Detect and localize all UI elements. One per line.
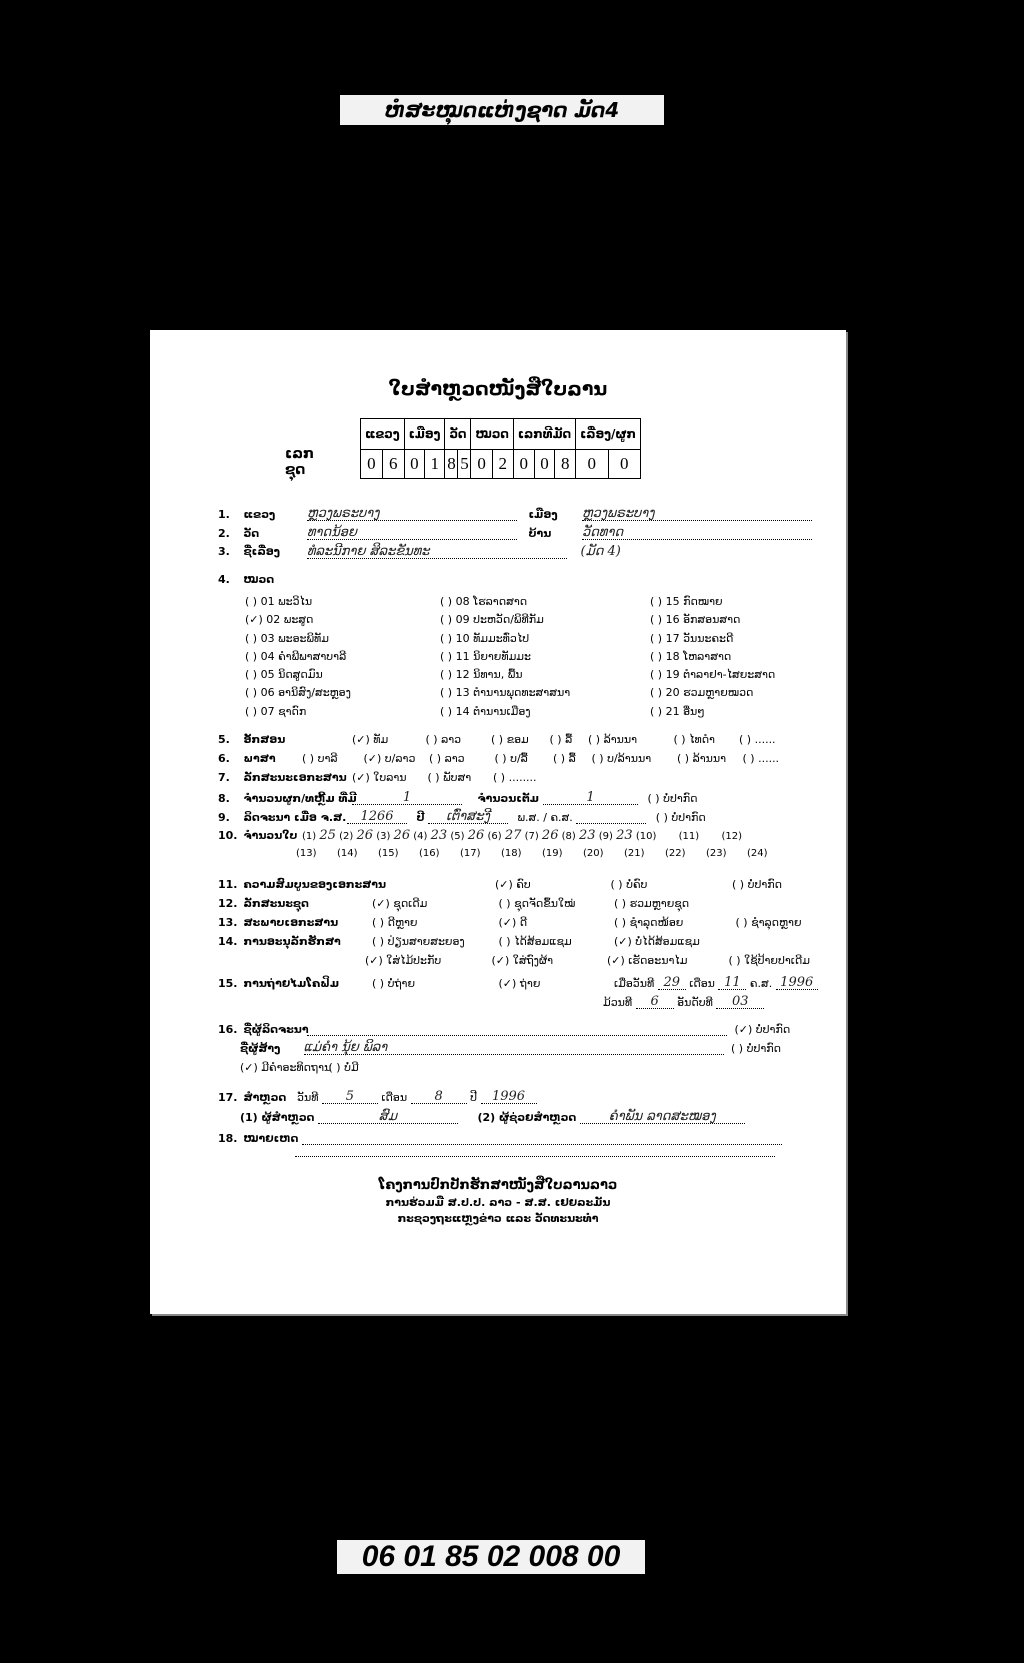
field-label: ບ້ານ xyxy=(528,527,552,540)
leaf-index: (6) xyxy=(487,831,502,842)
leaf-count: 26 xyxy=(393,828,411,843)
completeness-option[interactable]: (✓) ຄົບ xyxy=(495,878,531,891)
field-number: 7. xyxy=(218,771,230,784)
language-option[interactable]: ( ) ...... xyxy=(742,752,780,765)
set-type-option[interactable]: (✓) ຊຸດເດີມ xyxy=(372,897,428,910)
field-number: 3. xyxy=(218,545,230,558)
leaf-count: 26 xyxy=(467,828,485,843)
leaf-index: (5) xyxy=(450,831,465,842)
leaf-index: (22) xyxy=(665,848,686,859)
script-option[interactable]: ( ) ລ້ານນາ xyxy=(588,733,638,746)
set-type-option[interactable]: ( ) ຮວມຫຼາຍຊຸດ xyxy=(614,897,690,910)
field-number: 8. xyxy=(218,792,230,805)
code-digit: 5 xyxy=(458,450,471,479)
colophon-row xyxy=(240,1061,359,1074)
surveyor-row xyxy=(240,1109,745,1124)
full-count-value: 1 xyxy=(543,790,638,805)
form-title: ໃບສຳຫຼວດໜັງສືໃບລານ xyxy=(388,378,608,400)
leaf-index: (17) xyxy=(460,848,481,859)
category-option[interactable]: ( ) 15 ກົດໝາຍ xyxy=(650,595,723,608)
field-label: ລັກສະນະເອກະສານ xyxy=(243,771,347,784)
field-number: 2. xyxy=(218,527,230,540)
category-option[interactable]: ( ) 17 ວັນນະຄະດີ xyxy=(650,631,734,645)
code-digit: 0 xyxy=(471,450,492,479)
microfilm-frame-value: 03 xyxy=(716,994,764,1009)
field-category-row xyxy=(218,573,274,586)
field-bundle-count-row xyxy=(218,790,698,805)
leaf-index: (24) xyxy=(747,848,768,859)
field-label: ປີ xyxy=(416,811,425,824)
material-option[interactable]: ( ) ........ xyxy=(493,771,537,784)
script-option[interactable]: (✓) ທັມ xyxy=(352,733,389,746)
field-script-row xyxy=(218,733,776,746)
leaf-index: (1) xyxy=(302,831,317,842)
field-label: ຈຳນວນໃບ xyxy=(243,829,298,842)
field-label: ຈຳນວນເຕັມ xyxy=(477,792,539,805)
temple-value: ທາດນ້ອຍ xyxy=(307,525,517,540)
colophon-option[interactable]: (✓) ມີຄຳອະທິດຖານ xyxy=(240,1061,332,1074)
field-conservation-row xyxy=(218,935,700,948)
field-number: 13. xyxy=(218,916,238,929)
field-number: 11. xyxy=(218,878,238,891)
language-option[interactable]: ( ) ບ/ລ້ານນາ xyxy=(591,752,652,765)
leaf-index: (21) xyxy=(624,848,645,859)
field-number: 5. xyxy=(218,733,230,746)
animal-year-value: ເຕົ່າສະງີ xyxy=(428,809,508,824)
leaf-index: (15) xyxy=(378,848,399,859)
completeness-option[interactable]: ( ) ບໍ່ປາກົດ xyxy=(732,878,782,891)
category-option[interactable]: (✓) 02 ພະສູດ xyxy=(245,613,314,627)
microfilm-month-value: 11 xyxy=(718,975,746,990)
field-label: ເດືອນ xyxy=(689,977,715,990)
leaf-count: 26 xyxy=(541,828,559,843)
material-option[interactable]: ( ) ພັບສາ xyxy=(427,771,472,784)
leaf-index: (14) xyxy=(337,848,358,859)
field-set-type-row xyxy=(218,897,689,910)
category-option[interactable]: ( ) 03 ພະອະພິທັມ xyxy=(245,631,329,645)
leaf-count-row-2 xyxy=(296,848,768,859)
field-label: ຄວາມສົມບູນຂອງເອກະສານ xyxy=(243,878,387,891)
field-label: ເມືອງ xyxy=(528,508,558,521)
field-label: ປີ xyxy=(470,1091,477,1104)
not-shown-option[interactable]: ( ) ບໍ່ປາກົດ xyxy=(731,1042,781,1055)
code-label: ເລກຊຸດ xyxy=(285,446,315,478)
field-province-row xyxy=(218,506,812,521)
survey-day-value: 5 xyxy=(322,1089,378,1104)
field-written-date-row xyxy=(218,809,706,824)
language-option[interactable]: ( ) ລາວ xyxy=(429,752,465,765)
field-number: 12. xyxy=(218,897,238,910)
category-option[interactable]: ( ) 06 ອານິສົງ/ສະຫຼອງ xyxy=(245,686,351,700)
survey-year-value: 1996 xyxy=(481,1089,537,1104)
material-option[interactable]: (✓) ໃບລານ xyxy=(352,771,407,784)
category-option[interactable]: ( ) 16 ອັກສອນສາດ xyxy=(650,613,741,627)
leaf-index: (7) xyxy=(524,831,539,842)
field-number: 10. xyxy=(218,829,238,842)
leaf-index: (4) xyxy=(413,831,428,842)
district-value: ຫຼວງພຣະບາງ xyxy=(582,506,812,521)
category-option[interactable]: ( ) 10 ທັມມະທົ່ວໄປ xyxy=(440,631,530,645)
leaf-count: 23 xyxy=(430,828,448,843)
title-extra: (ມັດ 4) xyxy=(580,544,621,559)
code-header: ເລື່ອງ/ຜູກ xyxy=(576,419,641,450)
leaf-index: (18) xyxy=(501,848,522,859)
language-option[interactable]: ( ) ລື້ xyxy=(553,752,576,765)
category-column-1 xyxy=(245,593,351,721)
conservation-option[interactable]: (✓) ບໍ່ໄດ້ສ້ອມແຊມ xyxy=(614,935,700,948)
survey-month-value: 8 xyxy=(411,1089,467,1104)
language-option[interactable]: ( ) ບາລີ xyxy=(302,752,338,765)
bundle-count-value: 1 xyxy=(352,790,462,805)
field-label: (2) ຜູ້ຊ່ວຍສຳຫຼວດ xyxy=(477,1111,577,1124)
leaf-count: 27 xyxy=(504,828,522,843)
condition-option[interactable]: ( ) ດີຫຼາຍ xyxy=(372,916,418,929)
completeness-option[interactable]: ( ) ບໍ່ຄົບ xyxy=(610,878,648,891)
field-number: 17. xyxy=(218,1091,238,1104)
leaf-index: (10) xyxy=(635,831,657,842)
category-column-2 xyxy=(440,593,570,721)
leaf-index: (12) xyxy=(721,831,742,842)
language-option[interactable]: (✓) ບ/ລາວ xyxy=(363,752,416,765)
category-option[interactable]: ( ) 04 ຄຳພີພາສາບາລີ xyxy=(245,649,347,663)
leaf-count: 25 xyxy=(319,828,336,843)
category-option[interactable]: ( ) 12 ນິທານ, ພື້ນ xyxy=(440,668,523,682)
field-number: 18. xyxy=(218,1132,238,1145)
conservation-row-2 xyxy=(365,954,810,967)
footer-project: ໂຄງການປົກປັກຮັກສາໜັງສືໃບລານລາວ xyxy=(378,1178,618,1193)
field-temple-row xyxy=(218,525,812,540)
field-number: 4. xyxy=(218,573,230,586)
category-option[interactable]: ( ) 07 ຊາດົກ xyxy=(245,704,307,718)
code-digit: 0 xyxy=(608,450,640,479)
category-option[interactable]: ( ) 05 ນິດສູດມົນ xyxy=(245,668,323,682)
code-digit: 0 xyxy=(534,450,555,479)
code-digit: 6 xyxy=(382,450,404,479)
category-column-3 xyxy=(650,593,775,721)
conservation-option[interactable]: ( ) ໄດ້ສ້ອມແຊມ xyxy=(498,935,572,948)
field-label: ມ້ວນທີ xyxy=(603,996,633,1009)
category-option[interactable]: ( ) 01 ພະວິໄນ xyxy=(245,595,313,608)
microfilm-day-value: 29 xyxy=(658,975,686,990)
leaf-count: 26 xyxy=(356,828,373,843)
field-label: ສະພາບເອກະສານ xyxy=(243,916,339,929)
script-option[interactable]: ( ) ...... xyxy=(739,733,776,746)
field-condition-row xyxy=(218,916,802,929)
condition-option[interactable]: ( ) ຊຳລຸດໜ້ອຍ xyxy=(614,916,684,929)
field-label: ພ.ສ. / ຄ.ສ. xyxy=(517,811,573,824)
assistant-surveyor-value: ຄຳພັນ ລາດສະໝອງ xyxy=(580,1109,745,1124)
field-scribe-row xyxy=(218,1021,790,1036)
microfilm-option[interactable]: ( ) ບໍ່ຖ່າຍ xyxy=(372,977,416,990)
conservation-option[interactable]: (✓) ເຮັດອະນາໄມ xyxy=(607,954,688,967)
conservation-option[interactable]: (✓) ໃສ່ຖົງຜ້າ xyxy=(491,954,554,967)
field-label: ເດືອນ xyxy=(381,1091,408,1104)
condition-option[interactable]: ( ) ຊຳລຸດຫຼາຍ xyxy=(735,916,802,929)
field-number: 6. xyxy=(218,752,230,765)
category-option[interactable]: ( ) 08 ໂຮລາດສາດ xyxy=(440,595,528,608)
reel-header-label: ຫໍສະໝຸດແຫ່ງຊາດ ມັດ4 xyxy=(340,95,664,125)
field-label: ຄ.ສ. xyxy=(749,977,773,990)
leaf-index: (20) xyxy=(583,848,604,859)
code-digit: 0 xyxy=(576,450,608,479)
field-language-row xyxy=(218,752,779,765)
category-option[interactable]: ( ) 11 ນິຍາຍທັມມະ xyxy=(440,649,531,663)
language-option[interactable]: ( ) ລ້ານນາ xyxy=(677,752,727,765)
condition-option[interactable]: (✓) ດີ xyxy=(498,916,528,929)
microfilm-option[interactable]: (✓) ຖ່າຍ xyxy=(498,977,541,990)
field-label: ສຳຫຼວດ xyxy=(243,1091,287,1104)
sponsor-value: ແມ່ຄຳ ນຸ້ຍ ພິລາ xyxy=(304,1040,724,1055)
field-label: ວັນທີ xyxy=(297,1091,319,1104)
field-number: 1. xyxy=(218,508,230,521)
field-leaf-count-row xyxy=(218,828,742,843)
leaf-index: (23) xyxy=(706,848,727,859)
field-label: ລັກສະນະຊຸດ xyxy=(243,897,309,910)
field-label: ຊື່ຜູ້ສ້າງ xyxy=(240,1042,281,1055)
field-label: ການອະນຸລັກຮັກສາ xyxy=(243,935,341,948)
code-header: ເລກທີມັດ xyxy=(513,419,575,450)
leaf-index: (19) xyxy=(542,848,563,859)
microfilm-roll-row xyxy=(603,994,764,1009)
field-number: 9. xyxy=(218,811,230,824)
leaf-index: (9) xyxy=(598,831,613,842)
field-label: ຊື່ຜູ້ລິດຈະນາ xyxy=(243,1023,309,1036)
code-digit: 1 xyxy=(425,450,445,479)
field-label: ພາສາ xyxy=(243,752,276,765)
field-label: ໝາຍເຫດ xyxy=(243,1132,299,1145)
code-header: ແຂວງ xyxy=(361,419,405,450)
leaf-count: 23 xyxy=(616,828,633,843)
script-option[interactable]: ( ) ລື້ xyxy=(549,733,573,746)
language-option[interactable]: ( ) ບ/ລື້ xyxy=(494,752,528,765)
category-option[interactable]: ( ) 18 ໂຫລາສາດ xyxy=(650,649,732,663)
set-type-option[interactable]: ( ) ຊຸດຈັດຂຶ້ນໃໝ່ xyxy=(498,897,576,910)
script-option[interactable]: ( ) ລາວ xyxy=(425,733,462,746)
era-year-value: 1266 xyxy=(347,809,407,824)
leaf-index: (2) xyxy=(339,831,354,842)
field-label: ອັກສອນ xyxy=(243,733,286,746)
code-header: ວັດ xyxy=(445,419,471,450)
remarks-line xyxy=(302,1130,782,1145)
field-sponsor-row xyxy=(240,1040,781,1055)
footer-cooperation: ການຮ່ວມມື ສ.ປ.ປ. ລາວ - ສ.ສ. ເຢຍລະມັນ xyxy=(385,1196,611,1209)
field-remarks-row xyxy=(218,1130,782,1145)
village-value: ວັດທາດ xyxy=(582,525,812,540)
field-label: ການຖ່າຍໄມໂຄຟິມ xyxy=(243,977,340,990)
reel-footer-code: 06 01 85 02 008 00 xyxy=(337,1540,645,1574)
field-label: ລິດຈະນາ ເມື່ອ ຈ.ສ. xyxy=(243,811,347,824)
code-digit: 0 xyxy=(513,450,534,479)
conservation-option[interactable]: (✓) ໃສ່ໄມ້ປະກັບ xyxy=(365,954,442,967)
leaf-index: (3) xyxy=(376,831,391,842)
footer-ministry: ກະຊວງຖະແຫຼງຂ່າວ ແລະ ວັດທະນະທຳ xyxy=(397,1212,599,1225)
field-microfilm-row xyxy=(218,975,818,990)
field-number: 14. xyxy=(218,935,238,948)
province-value: ຫຼວງພຣະບາງ xyxy=(307,506,517,521)
category-option[interactable]: ( ) 21 ອື່ນໆ xyxy=(650,704,705,718)
category-option[interactable]: ( ) 20 ຮວມຫຼາຍໝວດ xyxy=(650,686,754,700)
field-number: 15. xyxy=(218,977,238,990)
code-table xyxy=(360,418,641,479)
not-shown-option[interactable]: ( ) ບໍ່ປາກົດ xyxy=(647,792,698,805)
title-value: ທໍລະນີກາຍ ສິລະຂັນທະ xyxy=(307,544,567,559)
leaf-index: (11) xyxy=(678,831,700,842)
category-option[interactable]: ( ) 14 ຕຳນານເມືອງ xyxy=(440,704,531,718)
field-title-row xyxy=(218,544,621,559)
code-digit: 0 xyxy=(361,450,383,479)
microfilm-year-value: 1996 xyxy=(776,975,818,990)
leaf-index: (8) xyxy=(561,831,576,842)
field-label: (1) ຜູ້ສຳຫຼວດ xyxy=(240,1111,315,1124)
field-label: ອັນດັບທີ xyxy=(677,996,713,1009)
code-digit: 0 xyxy=(404,450,424,479)
conservation-option[interactable]: ( ) ໃຊ້ປ້າຍປາເດີມ xyxy=(728,954,810,967)
field-label: ແຂວງ xyxy=(243,508,276,521)
leaf-count: 23 xyxy=(579,828,596,843)
code-header: ໝວດ xyxy=(471,419,513,450)
code-digit: 8 xyxy=(445,450,458,479)
field-number: 16. xyxy=(218,1023,238,1036)
remarks-line xyxy=(295,1156,775,1157)
field-material-row xyxy=(218,771,537,784)
not-shown-option[interactable]: ( ) ບໍ່ປາກົດ xyxy=(655,811,706,824)
field-label: ວັດ xyxy=(243,527,260,540)
field-survey-date-row xyxy=(218,1089,537,1104)
field-label: ໝວດ xyxy=(243,573,275,586)
category-option[interactable]: ( ) 13 ຕຳນານພຸດທະສາສນາ xyxy=(440,686,571,700)
leaf-index: (13) xyxy=(296,848,317,859)
field-label: ຊື່ເລື່ອງ xyxy=(243,545,281,558)
code-header: ເມືອງ xyxy=(404,419,445,450)
field-label: ເມື່ອວັນທີ xyxy=(614,977,655,990)
microfilm-roll-value: 6 xyxy=(636,994,674,1009)
field-label: ຈຳນວນຜູກ/ທຫຼີ້ມ ທີ່ມີ xyxy=(243,792,357,805)
code-digit: 2 xyxy=(492,450,513,479)
survey-form-sheet xyxy=(150,330,846,1314)
code-digit: 8 xyxy=(555,450,576,479)
category-option[interactable]: ( ) 19 ຕຳລາຢາ-ໄສຍະສາດ xyxy=(650,668,776,682)
surveyor-value: ສົມ xyxy=(318,1109,458,1124)
leaf-index: (16) xyxy=(419,848,440,859)
script-option[interactable]: ( ) ໄທດຳ xyxy=(673,733,715,746)
colophon-option[interactable]: ( ) ບໍ່ມີ xyxy=(328,1061,359,1074)
field-completeness-row xyxy=(218,878,782,891)
category-option[interactable]: ( ) 09 ປະຫວັດ/ພິທີກັມ xyxy=(440,613,544,627)
not-shown-option[interactable]: (✓) ບໍ່ປາກົດ xyxy=(734,1023,791,1036)
script-option[interactable]: ( ) ຂອມ xyxy=(491,733,529,746)
conservation-option[interactable]: ( ) ປ່ຽນສາຍສະຍອງ xyxy=(372,935,465,948)
